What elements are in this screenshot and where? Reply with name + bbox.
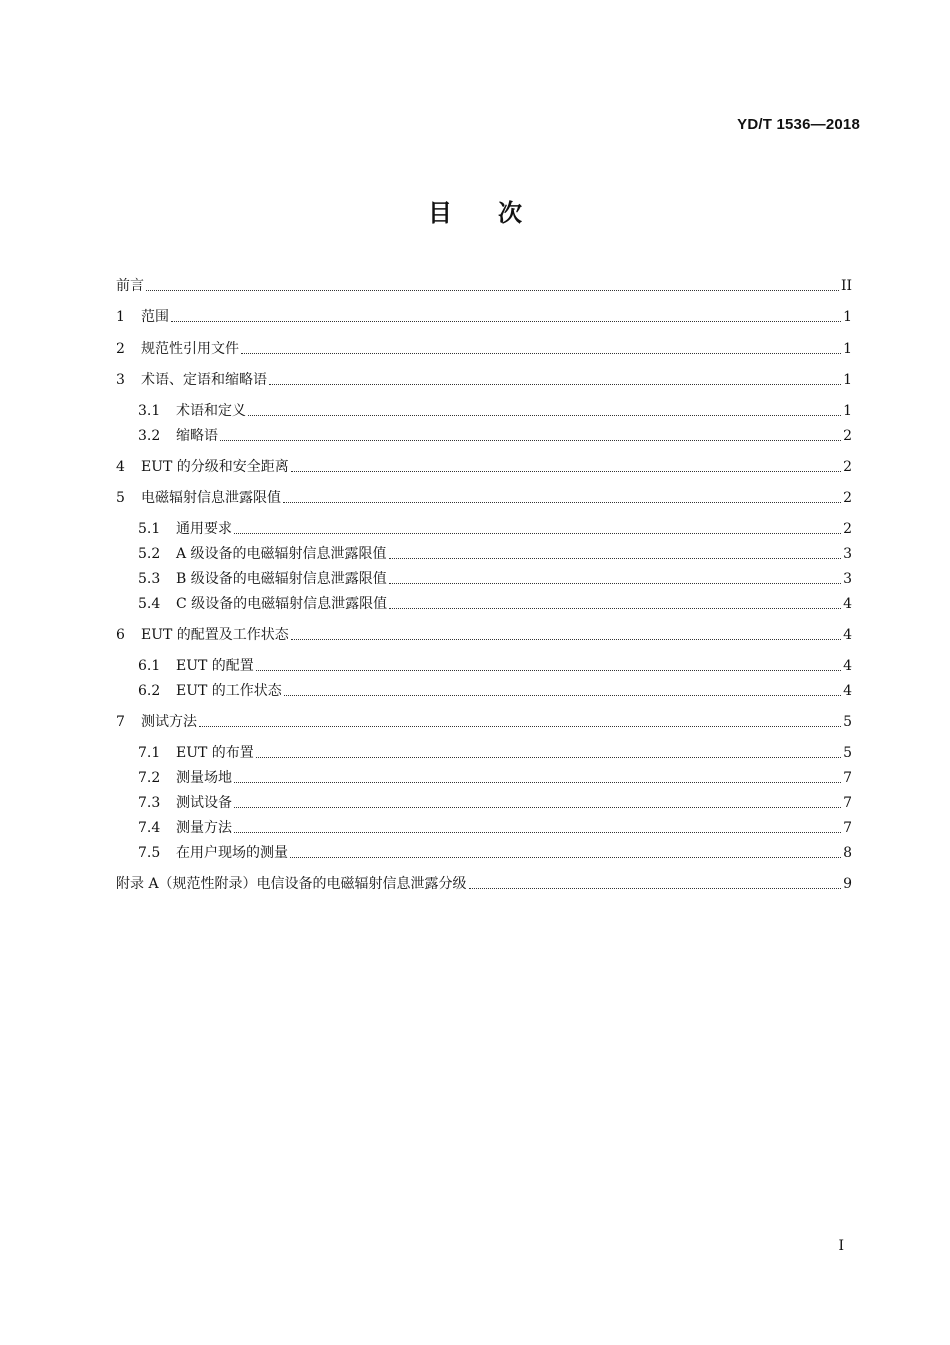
toc-entry-label: B 级设备的电磁辐射信息泄露限值 [176,571,387,587]
toc-entry-page: II [840,278,852,294]
dot-leader [171,320,841,322]
toc-entry-number: 6 [116,627,125,643]
toc-entry-label: 规范性引用文件 [141,341,239,357]
toc-entry-label: EUT 的配置及工作状态 [141,627,289,643]
toc-entry-label: EUT 的布置 [176,745,254,761]
toc-entry-number: 5.3 [138,571,161,587]
dot-leader [146,289,839,291]
toc-entry-6-2[interactable] [138,676,852,700]
toc-entry-3-1[interactable] [138,396,852,420]
toc-entry-label: 附录 A（规范性附录）电信设备的电磁辐射信息泄露分级 [116,876,467,892]
toc-entry-number: 7.2 [138,770,161,786]
toc-entry-7-3[interactable] [138,788,852,812]
toc-entry-5[interactable] [116,483,852,507]
toc-entry-label: EUT 的分级和安全距离 [141,459,289,475]
toc-entry-page: 2 [843,490,852,506]
standard-code: YD/T 1536—2018 [737,116,860,133]
toc-entry-number: 3.2 [138,428,161,444]
toc-entry-5-4[interactable] [138,589,852,613]
toc-entry-5-1[interactable] [138,514,852,538]
dot-leader [283,501,841,503]
toc-entry-label: EUT 的工作状态 [176,683,282,699]
toc-entry-label: 通用要求 [176,521,232,537]
toc-entry-page: 4 [843,658,852,674]
toc-entry-label: C 级设备的电磁辐射信息泄露限值 [176,596,388,612]
toc-entry-number: 7.3 [138,795,161,811]
dot-leader [256,669,841,671]
dot-leader [234,532,841,534]
toc-entry-2[interactable] [116,334,852,358]
toc-entry-page: 1 [843,341,852,357]
toc-entry-label: 在用户现场的测量 [176,845,288,861]
dot-leader [234,806,841,808]
dot-leader [291,638,841,640]
toc-entry-7-2[interactable] [138,763,852,787]
dot-leader [234,781,841,783]
dot-leader [248,414,841,416]
toc-entry-label: A 级设备的电磁辐射信息泄露限值 [176,546,387,562]
toc-entry-page: 1 [843,403,852,419]
toc-entry-number: 3.1 [138,403,161,419]
dot-leader [199,725,841,727]
toc-entry-number: 7.4 [138,820,161,836]
toc-entry-7-5[interactable] [138,838,852,862]
toc-entry-number: 5.1 [138,521,161,537]
toc-entry-number: 5.2 [138,546,161,562]
toc-entry-7-4[interactable] [138,813,852,837]
toc-entry-page: 1 [843,309,852,325]
toc-entry-page: 7 [843,795,852,811]
toc-entry-number: 1 [116,309,125,325]
toc-entry-number: 7.5 [138,845,161,861]
dot-leader [389,582,841,584]
toc-entry-5-2[interactable] [138,539,852,563]
toc-entry-number: 7 [116,714,125,730]
toc-entry-page: 5 [843,714,852,730]
toc-entry-number: 5 [116,490,125,506]
toc-entry-page: 1 [843,372,852,388]
toc-entry-number: 3 [116,372,125,388]
dot-leader [234,831,841,833]
toc-entry-7-1[interactable] [138,738,852,762]
dot-leader [291,470,841,472]
toc-entry-6-1[interactable] [138,651,852,675]
toc-entry-label: 测试方法 [141,714,197,730]
dot-leader [241,352,841,354]
dot-leader [256,756,841,758]
toc-entry-page: 3 [843,546,852,562]
toc-entry-label: 前言 [116,278,144,294]
page-number: I [838,1238,844,1254]
toc-entry-label: 术语和定义 [176,403,246,419]
toc-entry-page: 4 [843,627,852,643]
toc-entry-label: EUT 的配置 [176,658,254,674]
toc-entry-number: 2 [116,341,125,357]
toc-entry-5-3[interactable] [138,564,852,588]
toc-entry-label: 范围 [141,309,169,325]
toc-entry-page: 7 [843,770,852,786]
dot-leader [389,607,841,609]
toc-entry-number: 7.1 [138,745,161,761]
page-title: 目次 [428,199,568,227]
toc-entry-foreword[interactable] [116,271,852,295]
toc-entry-appendix-a[interactable] [116,869,852,893]
toc-entry-3-2[interactable] [138,421,852,445]
toc-entry-7[interactable] [116,707,852,731]
dot-leader [290,856,841,858]
dot-leader [269,383,841,385]
toc-entry-3[interactable] [116,365,852,389]
toc-entry-page: 2 [843,521,852,537]
toc-entry-page: 4 [843,683,852,699]
dot-leader [389,557,842,559]
toc-entry-label: 测试设备 [176,795,232,811]
toc-entry-number: 4 [116,459,125,475]
toc-entry-page: 2 [843,428,852,444]
toc-entry-label: 术语、定语和缩略语 [141,372,267,388]
toc-entry-page: 5 [843,745,852,761]
toc-entry-page: 9 [843,876,852,892]
toc-entry-label: 测量场地 [176,770,232,786]
toc-entry-page: 3 [843,571,852,587]
dot-leader [284,694,841,696]
toc-entry-label: 电磁辐射信息泄露限值 [141,490,281,506]
toc-entry-page: 7 [843,820,852,836]
dot-leader [220,439,841,441]
toc-entry-page: 2 [843,459,852,475]
toc-entry-number: 6.2 [138,683,161,699]
toc-entry-4[interactable] [116,452,852,476]
toc-entry-label: 缩略语 [176,428,218,444]
toc-entry-label: 测量方法 [176,820,232,836]
toc-entry-1[interactable] [116,302,852,326]
toc-entry-number: 5.4 [138,596,161,612]
toc-entry-page: 4 [843,596,852,612]
toc-entry-page: 8 [843,845,852,861]
dot-leader [469,887,842,889]
toc-entry-number: 6.1 [138,658,161,674]
toc-entry-6[interactable] [116,620,852,644]
